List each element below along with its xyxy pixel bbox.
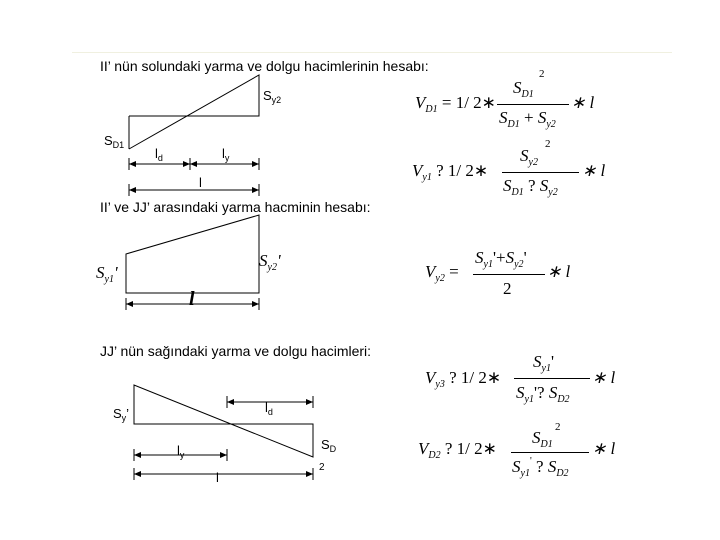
fig3-label-sd: $S_D$ [321,437,337,454]
fig1-label-ld: $l_d$ [155,146,163,163]
eq3-denominator: 2 [503,279,512,298]
eq3-lhs: $V_{y2}$ = [425,262,459,284]
figure-3-cross-section [134,385,313,480]
eq4-numerator: $S_{y1}'$ [533,352,555,374]
fig1-label-l: l [199,175,202,190]
eq2-numerator-sup: 2 [545,138,551,150]
fig2-label-sy1: $S_{y1}'$ [96,263,118,285]
fig3-label-ly: $l_y$ [177,443,185,460]
eq3-fraction-bar [473,274,545,275]
eq2-tail: ∗ l [582,161,606,180]
eq1-lhs: $V_{D1} = 1/$ 2∗ [415,93,496,115]
eq2-numerator: $S_{y2}$ [520,146,538,168]
eq5-fraction-bar [511,452,589,453]
fig2-label-l: l [189,288,195,310]
eq4-lhs: $V_{y3}$ ? 1/ 2∗ [425,368,502,390]
eq2-fraction-bar [502,172,579,173]
eq4-tail: ∗ l [592,368,616,387]
eq5-lhs: $V_{D2}$ ? 1/ 2∗ [418,439,497,461]
fig3-label-note-2: 2 [319,462,325,473]
fig3-label-sy: $S_y$’ [113,406,130,423]
fig1-label-ly: $l_y$ [222,146,230,163]
eq5-denominator: $S_{y1}'$ ? $S_{D2}$ [512,456,569,479]
fig3-label-ld: $l_d$ [265,400,273,417]
figure-1-cross-section [129,75,259,196]
section-heading-between-ii-jj: II’ ve JJ’ arasındaki yarma hacminin hesabı: [100,199,371,215]
section-heading-left-of-ii: II’ nün solundaki yarma ve dolgu hacimlerinin hesabı: [100,58,429,74]
fig1-label-sd1: $S_{D1}$ [104,133,125,150]
eq1-numerator: $S_{D1}$ [513,78,534,100]
eq1-fraction-bar [497,104,569,105]
fig2-label-sy2: $S_{y2}'$ [259,251,281,273]
eq1-denominator: $S_{D1} + S_{y2}$ [499,108,556,130]
eq5-numerator-sup: 2 [555,421,561,433]
eq1-tail: ∗ l [571,93,595,112]
eq4-fraction-bar [514,378,590,379]
eq5-numerator: $S_{D1}$ [532,428,553,450]
section-heading-right-of-jj: JJ’ nün sağındaki yarma ve dolgu hacimleri: [100,343,372,359]
eq1-numerator-sup: 2 [539,68,545,80]
dimension-arrowheads [126,161,313,477]
eq3-tail: ∗ l [547,262,571,281]
eq2-lhs: $V_{y1}$ ? 1/ 2∗ [412,161,489,183]
eq3-numerator: $S_{y1}'+S_{y2}'$ [475,248,527,270]
fig3-label-l: l [216,470,219,485]
eq2-denominator: $S_{D1}$ ? $S_{y2}$ [503,176,558,198]
eq5-tail: ∗ l [592,439,616,458]
eq4-denominator: $S_{y1}'$? $S_{D2}$ [516,383,570,405]
fig1-label-sy2: $S_{y2}$ [263,88,282,105]
